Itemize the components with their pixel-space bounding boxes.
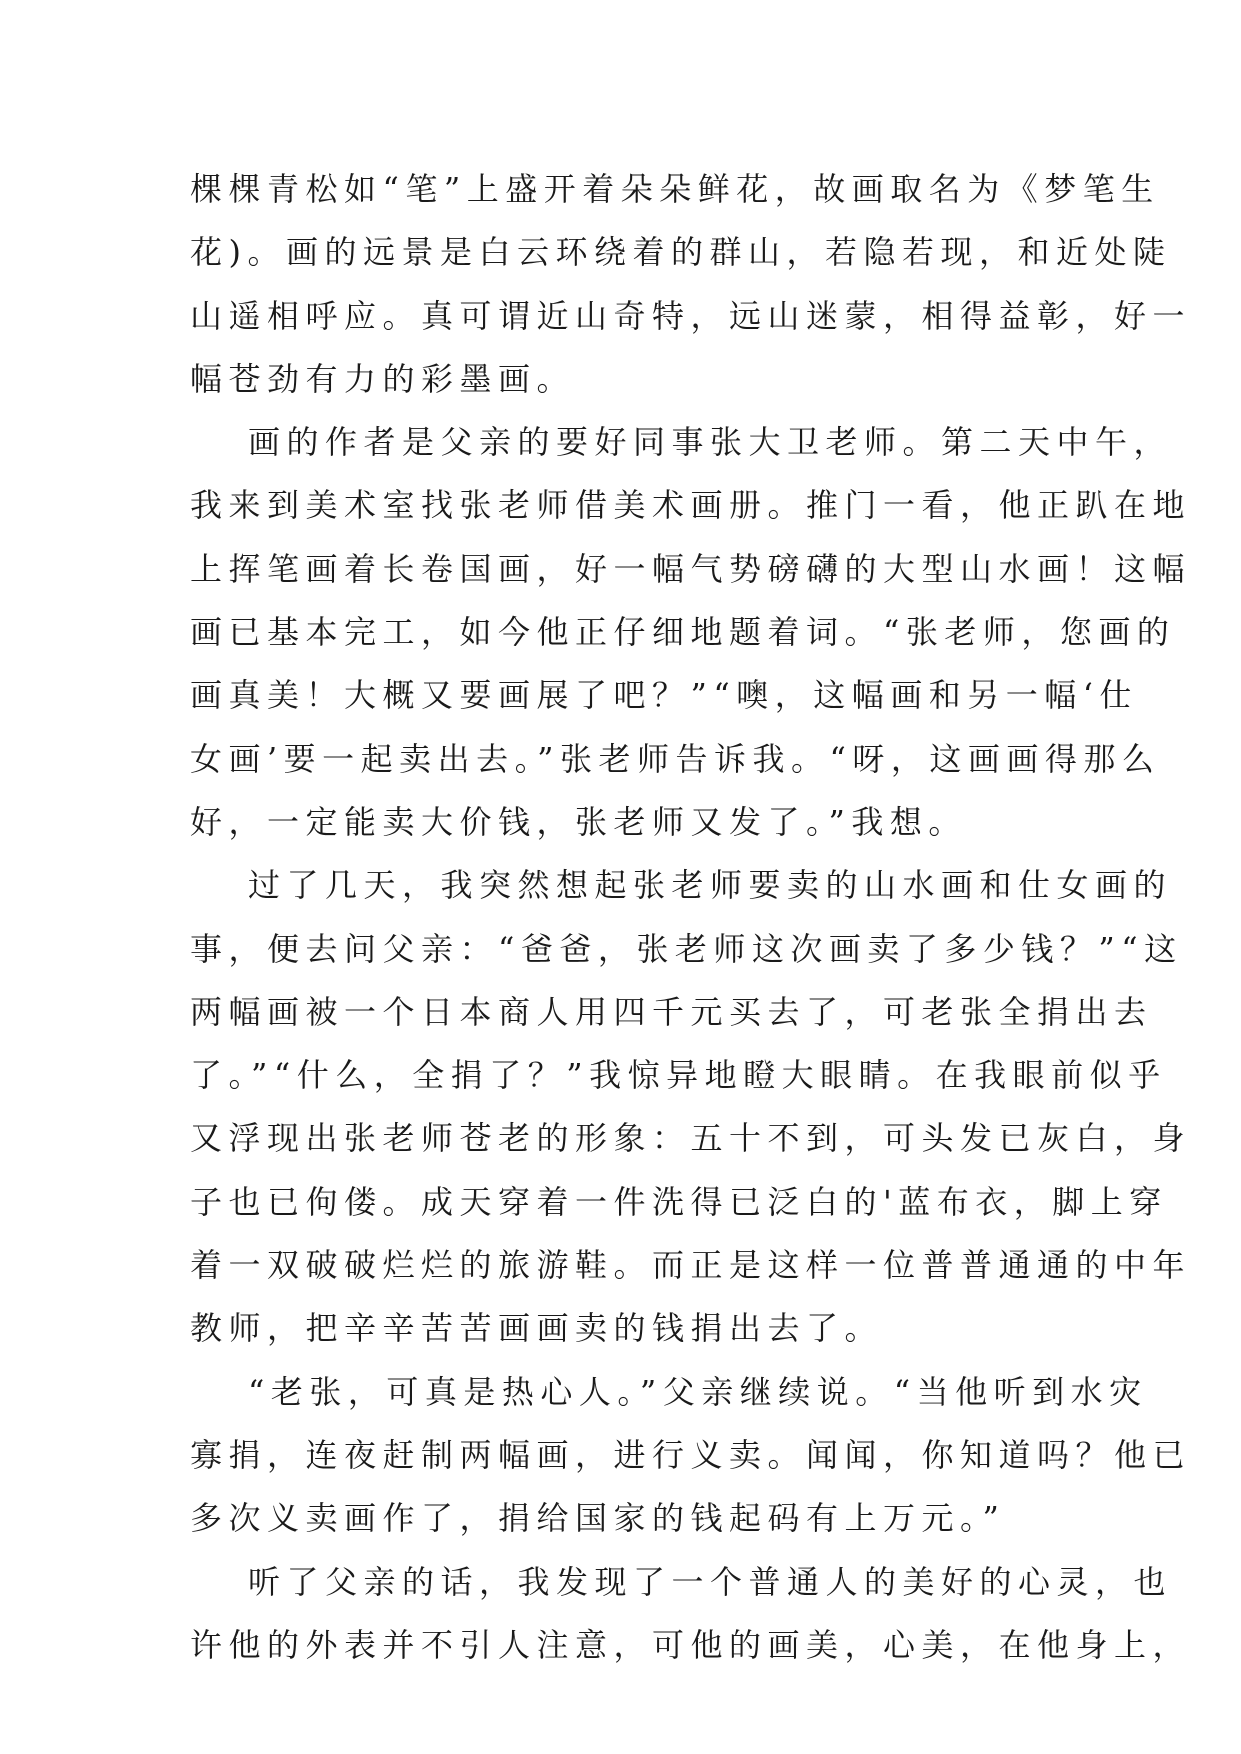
- body-text: [190, 158, 1192, 1677]
- paragraph: [190, 411, 1192, 854]
- text-line: 着一双破破烂烂的旅游鞋。而正是这样一位普普通通的中年: [190, 1246, 1192, 1285]
- paragraph: [190, 854, 1192, 1360]
- text-line: 我来到美术室找张老师借美术画册。推门一看，他正趴在地: [190, 486, 1192, 525]
- text-line: 棵棵青松如“笔”上盛开着朵朵鲜花，故画取名为《梦笔生: [190, 170, 1160, 208]
- paragraph: [190, 1361, 1192, 1551]
- text-line: 上挥笔画着长卷国画，好一幅气势磅礴的大型山水画！这幅: [190, 549, 1192, 588]
- text-line: 画真美！大概又要画展了吧？”“噢，这幅画和另一幅‘仕: [190, 676, 1138, 715]
- text-line: 许他的外表并不引人注意，可他的画美，心美，在他身上，: [190, 1625, 1192, 1664]
- text-line: 画的作者是父亲的要好同事张大卫老师。第二天中午，: [248, 423, 1173, 462]
- text-line: 事，便去问父亲：“爸爸，张老师这次画卖了多少钱？”“这: [190, 929, 1183, 968]
- text-line: 女画’要一起卖出去。”张老师告诉我。“呀，这画画得那么: [190, 739, 1161, 778]
- text-line: 教师，把辛辛苦苦画画卖的钱捐出去了。: [190, 1309, 884, 1348]
- text-line: 花)。画的远景是白云环绕着的群山，若隐若现，和近处陡: [190, 233, 1172, 272]
- text-line: 好，一定能卖大价钱，张老师又发了。”我想。: [190, 802, 967, 841]
- text-line: 子也已佝偻。成天穿着一件洗得已泛白的'蓝布衣，脚上穿: [190, 1182, 1168, 1221]
- text-line: 画已基本完工，如今他正仔细地题着词。“张老师，您画的: [190, 613, 1176, 652]
- text-line: 两幅画被一个日本商人用四千元买去了，可老张全捐出去: [190, 992, 1153, 1031]
- paragraph: [190, 1551, 1192, 1678]
- text-line: 多次义卖画作了，捐给国家的钱起码有上万元。”: [190, 1499, 1006, 1538]
- text-line: 听了父亲的话，我发现了一个普通人的美好的心灵，也: [248, 1562, 1173, 1601]
- text-line: 了。”“什么，全捐了？”我惊异地瞪大眼睛。在我眼前似乎: [190, 1056, 1167, 1095]
- text-line: 山遥相呼应。真可谓近山奇特，远山迷蒙，相得益彰，好一: [190, 296, 1192, 335]
- text-line: 又浮现出张老师苍老的形象：五十不到，可头发已灰白，身: [190, 1119, 1192, 1158]
- text-line: 寡捐，连夜赶制两幅画，进行义卖。闻闻，你知道吗？他已: [190, 1435, 1192, 1474]
- paragraph: [190, 158, 1192, 411]
- text-line: 幅苍劲有力的彩墨画。: [190, 359, 576, 398]
- text-line: 过了几天，我突然想起张老师要卖的山水画和仕女画的: [248, 866, 1173, 905]
- text-line: “老张，可真是热心人。”父亲继续说。“当他听到水灾: [248, 1372, 1148, 1411]
